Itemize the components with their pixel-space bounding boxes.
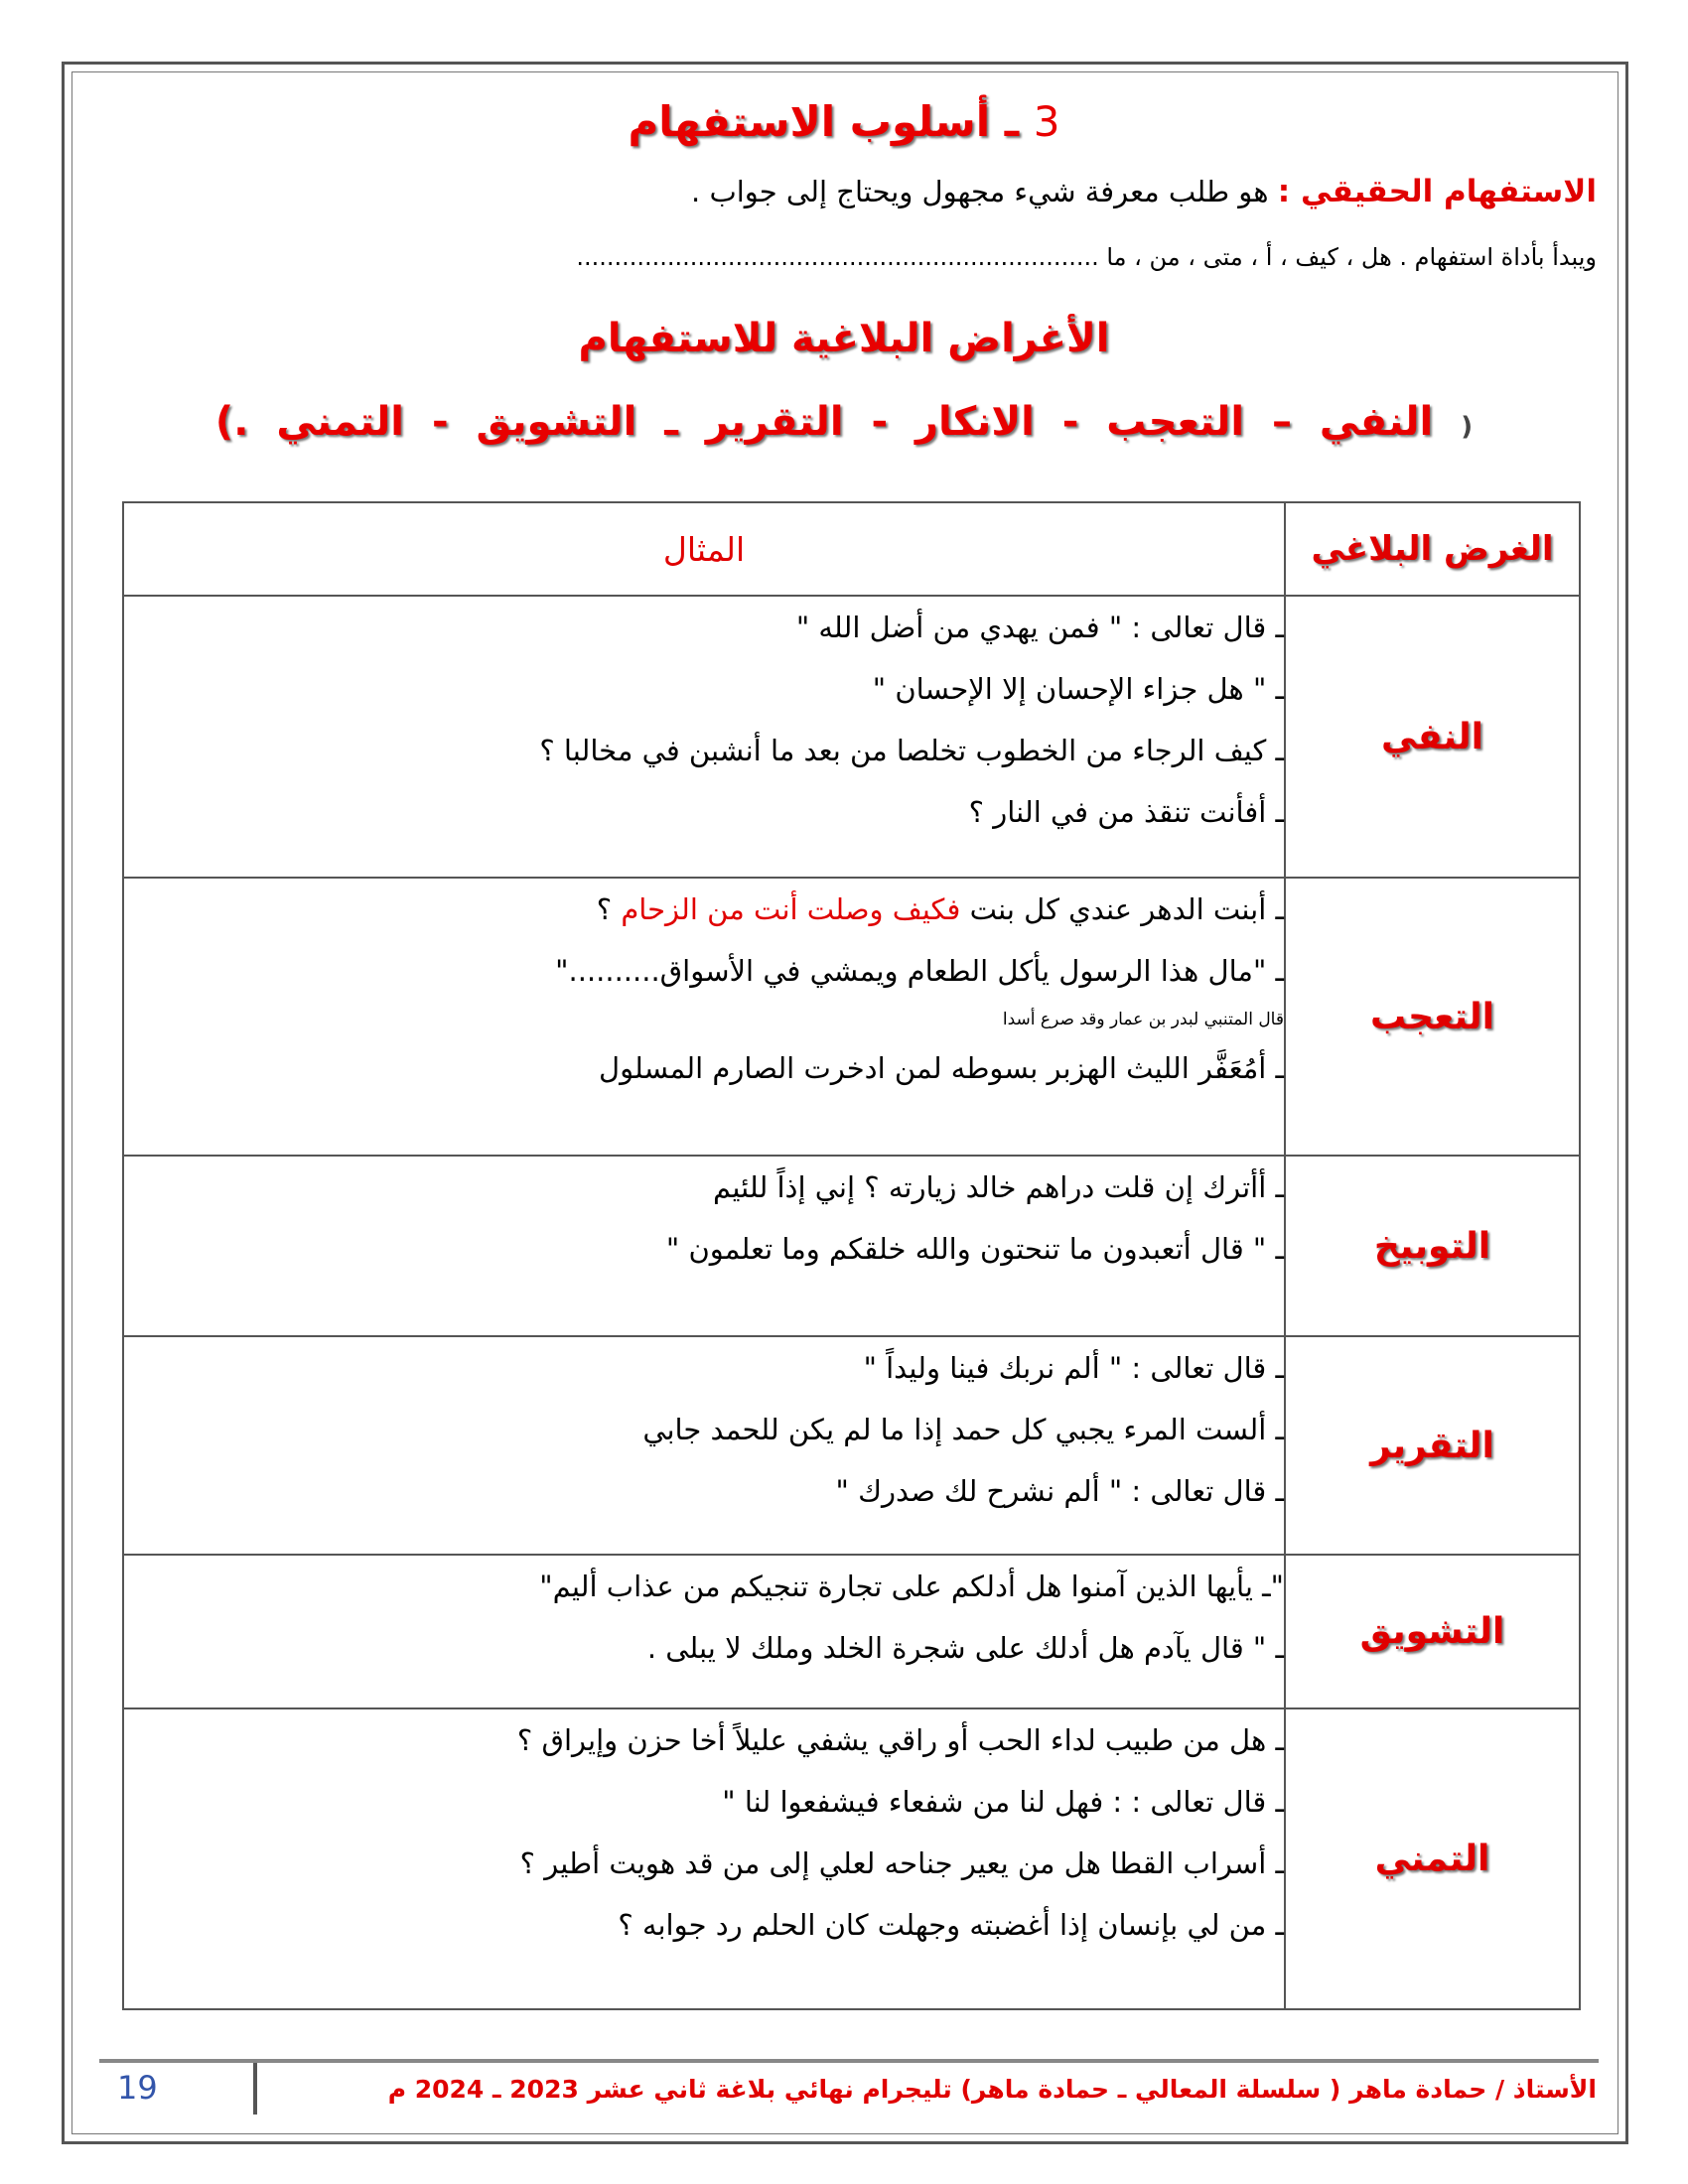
table-row bbox=[123, 1708, 1580, 2009]
purpose-cell: التعجب bbox=[1285, 878, 1580, 1156]
purpose-cell: التوبيخ bbox=[1285, 1156, 1580, 1336]
purpose-cell: التشويق bbox=[1285, 1555, 1580, 1708]
purpose-cell: التقرير bbox=[1285, 1336, 1580, 1555]
table-row bbox=[123, 1555, 1580, 1708]
example-line: ـ من لي بإنسان إذا أغضبته وجهلت كان الحلم رد جوابه ؟ bbox=[618, 1908, 1284, 1942]
table-row bbox=[123, 1156, 1580, 1336]
example-line: ـ أمُعَفَّر الليث الهزبر بسوطه لمن ادخرت الصارم المسلول bbox=[599, 1051, 1284, 1085]
examples-cell bbox=[123, 596, 1285, 878]
examples-cell bbox=[123, 1555, 1285, 1708]
purposes-line bbox=[0, 399, 1688, 445]
example-line bbox=[124, 879, 1284, 940]
example-line: ـ أسراب القطا هل من يعير جناحه لعلي إلى من قد هويت أطير ؟ bbox=[519, 1846, 1284, 1880]
example-highlight: فكيف وصلت أنت من الزحام bbox=[621, 892, 961, 926]
examples-cell bbox=[123, 1708, 1285, 2009]
section-subtitle: الأغراض البلاغية للاستفهام bbox=[578, 316, 1110, 361]
purpose-cell: النفي bbox=[1285, 596, 1580, 878]
example-line: ـ قال تعالى : : فهل لنا من شفعاء فيشفعوا لنا " bbox=[722, 1785, 1284, 1819]
table-row bbox=[123, 878, 1580, 1156]
title-text: أسلوب الاستفهام bbox=[628, 97, 991, 146]
table-header-row bbox=[123, 502, 1580, 596]
footer-text: الأستاذ / حمادة ماهر ( سلسلة المعالي ـ حمادة ماهر) تليجرام نهائي بلاغة ثاني عشر 2023 ـ 2024 م bbox=[387, 2075, 1597, 2104]
examples-cell bbox=[123, 878, 1285, 1156]
purposes-close-paren: .) bbox=[214, 399, 249, 445]
page-title bbox=[0, 97, 1688, 146]
example-line: ـ أفأنت تنقذ من في النار ؟ bbox=[968, 795, 1284, 829]
purpose-cell: التمني bbox=[1285, 1708, 1580, 2009]
example-note: قال المتنبي لبدر بن عمار وقد صرع أسدا bbox=[1002, 1010, 1284, 1029]
title-dash: ـ bbox=[1004, 97, 1020, 146]
definition-label: الاستفهام الحقيقي : bbox=[1277, 174, 1597, 209]
definition bbox=[691, 174, 1597, 209]
example-part: ـ أبنت الدهر عندي كل بنت bbox=[960, 892, 1284, 926]
example-line: ـ ألست المرء يجبي كل حمد إذا ما لم يكن للحمد جابي bbox=[642, 1413, 1284, 1446]
example-line: ـ "مال هذا الرسول يأكل الطعام ويمشي في الأسواق.........." bbox=[555, 954, 1284, 988]
header-example: المثال bbox=[123, 502, 1285, 596]
header-purpose: الغرض البلاغي bbox=[1285, 502, 1580, 596]
footer-separator bbox=[253, 2063, 257, 2115]
example-line: ـ هل من طبيب لداء الحب أو راقي يشفي عليلاً أخا حزن وإيراق ؟ bbox=[516, 1723, 1284, 1757]
example-line: ـ قال تعالى : " ألم نشرح لك صدرك " bbox=[835, 1474, 1284, 1508]
example-line: ـ كيف الرجاء من الخطوب تخلصا من بعد ما أنشبن في مخالبا ؟ bbox=[539, 734, 1284, 767]
example-part: ؟ bbox=[596, 892, 622, 926]
examples-cell bbox=[123, 1336, 1285, 1555]
definition-text: هو طلب معرفة شيء مجهول ويحتاج إلى جواب . bbox=[691, 175, 1269, 208]
example-line: ـ قال تعالى : " ألم نربك فينا وليداً " bbox=[863, 1351, 1284, 1385]
examples-cell bbox=[123, 1156, 1285, 1336]
table-row bbox=[123, 596, 1580, 878]
page-number: 19 bbox=[117, 2069, 158, 2107]
example-line: ـ " قال يآدم هل أدلك على شجرة الخلد وملك لا يبلى . bbox=[646, 1631, 1284, 1665]
purposes-open-paren: ( bbox=[1461, 412, 1474, 442]
question-tools-line: ويبدأ بأداة استفهام . هل ، كيف ، أ ، متى ، من ، ما ..................................................................... bbox=[576, 243, 1597, 271]
example-line: ـ قال تعالى : " فمن يهدي من أضل الله " bbox=[795, 611, 1284, 644]
purposes-table bbox=[122, 501, 1581, 2010]
example-line: "ـ يأيها الذين آمنوا هل أدلكم على تجارة تنجيكم من عذاب أليم" bbox=[539, 1570, 1284, 1603]
table-row bbox=[123, 1336, 1580, 1555]
example-line: ـ " قال أتعبدون ما تنحتون والله خلقكم وما تعلمون " bbox=[665, 1232, 1284, 1266]
footer-divider bbox=[99, 2059, 1599, 2063]
purposes-text: النفي – التعجب - الانكار - التقرير ـ التشويق - التمني bbox=[276, 399, 1434, 445]
example-line: ـ " هل جزاء الإحسان إلا الإحسان " bbox=[872, 672, 1284, 706]
title-number: 3 bbox=[1033, 97, 1060, 146]
example-line: ـ أأترك إن قلت دراهم خالد زيارته ؟ إني إذاً للئيم bbox=[713, 1170, 1284, 1204]
